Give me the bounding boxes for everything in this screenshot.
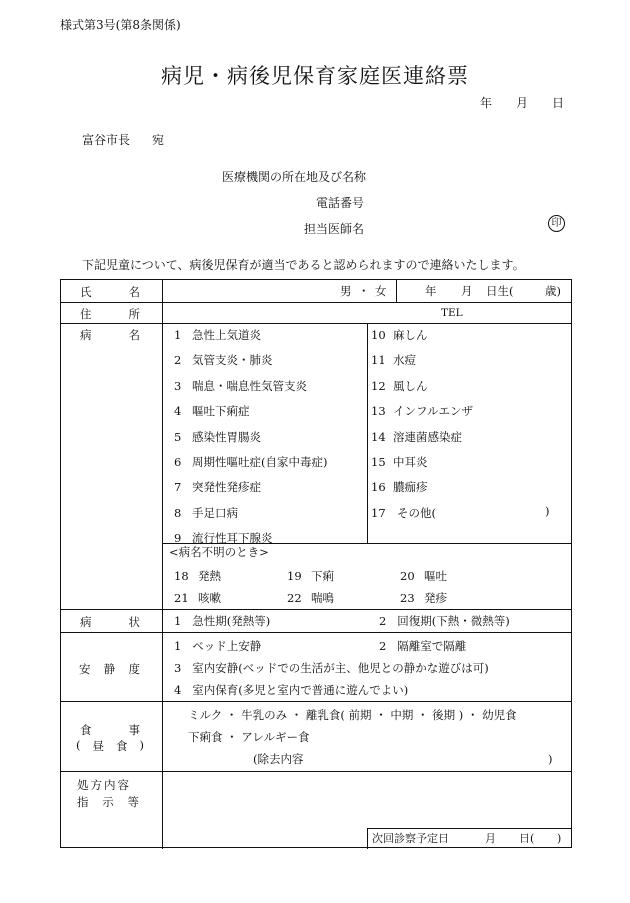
symptom-option-18[interactable]: 18 発熱: [174, 569, 221, 583]
birth-month-label: 月: [461, 284, 473, 298]
disease-option-5[interactable]: 5 感染性胃腸炎: [174, 429, 261, 444]
next-visit-label: 次回診察予定日: [372, 832, 449, 845]
disease-option-2[interactable]: 2 気管支炎・肺炎: [174, 353, 273, 368]
meal-options-line1[interactable]: ミルク ・ 牛乳のみ ・ 離乳食( 前期 ・ 中期 ・ 後期 ) ・ 幼児食: [188, 708, 517, 722]
disease-option-9[interactable]: 9 流行性耳下腺炎: [174, 531, 273, 546]
symptom-option-23[interactable]: 23 発疹: [400, 591, 447, 605]
label-disease: 病 名: [80, 328, 140, 342]
disease-option-6[interactable]: 6 周期性嘔吐症(自家中毒症): [174, 455, 328, 469]
rest-option-3[interactable]: 3 室内安静(ベッドでの生活が主、他児との静かな遊びは可): [174, 661, 489, 675]
label-prescription: 処方内容: [77, 778, 131, 792]
label-name: 氏 名: [80, 285, 140, 299]
unknown-disease-header: <病名不明のとき>: [169, 545, 269, 559]
facility-label: 医療機関の所在地及び名称: [222, 170, 367, 184]
birth-day-label: 日生(: [486, 284, 514, 298]
addressee-honorific: 宛: [152, 133, 165, 147]
meal-exclusion-input[interactable]: [323, 752, 543, 766]
label-meal: 食 事: [80, 723, 140, 737]
prescription-field[interactable]: [163, 772, 571, 828]
rest-option-2[interactable]: 2 隔離室で隔離: [379, 639, 467, 653]
condition-option-2[interactable]: 2 回復期(下熱・微熱等): [379, 614, 510, 628]
rest-option-1[interactable]: 1 ベッド上安静: [174, 639, 262, 653]
birth-year-label: 年: [425, 284, 437, 298]
date-year-label: 年: [480, 96, 493, 110]
condition-option-1[interactable]: 1 急性期(発熱等): [174, 614, 271, 628]
gender-separator: ・: [358, 284, 370, 298]
date-month-label: 月: [516, 96, 529, 110]
disease-option-7[interactable]: 7 突発性発疹症: [174, 480, 261, 495]
disease-option-11[interactable]: 11 水痘: [371, 353, 416, 368]
disease-option-13[interactable]: 13 インフルエンザ: [371, 404, 474, 419]
disease-option-4[interactable]: 4 嘔吐下痢症: [174, 404, 250, 419]
disease-option-12[interactable]: 12 風しん: [371, 378, 428, 393]
page-title: 病児・病後児保育家庭医連絡票: [161, 64, 469, 88]
addressee: 富谷市長: [82, 133, 131, 147]
phone-label: 電話番号: [316, 196, 365, 210]
seal-mark: 印: [548, 215, 565, 232]
disease-option-14[interactable]: 14 溶連菌感染症: [371, 429, 462, 444]
gender-male[interactable]: 男: [340, 284, 352, 298]
intro-text: 下記児童について、病後児保育が適当であると認められますので連絡いたします。: [82, 258, 525, 272]
form-number: 様式第3号(第8条関係): [60, 18, 181, 32]
disease-option-15[interactable]: 15 中耳炎: [371, 455, 428, 469]
label-meal-lunch: ( 昼 食 ): [76, 738, 144, 753]
doctor-label: 担当医師名: [304, 222, 365, 236]
label-rest: 安 静 度: [79, 662, 140, 676]
next-visit-day: 日(: [519, 832, 535, 845]
symptom-option-22[interactable]: 22 喘鳴: [287, 591, 334, 605]
symptom-option-21[interactable]: 21 咳嗽: [174, 591, 221, 605]
age-label: 歳): [545, 284, 561, 298]
next-visit-month: 月: [485, 832, 496, 845]
symptom-option-19[interactable]: 19 下痢: [287, 569, 334, 583]
disease-option-10[interactable]: 10 麻しん: [371, 328, 428, 342]
rest-option-4[interactable]: 4 室内保育(多児と室内で普通に遊んでよい): [174, 683, 409, 697]
label-address: 住 所: [80, 307, 140, 321]
disease-option-17[interactable]: 17 その他(: [371, 505, 436, 520]
date-day-label: 日: [552, 96, 565, 110]
label-condition: 病 状: [80, 615, 140, 629]
meal-exclusion-label: (除去内容: [253, 752, 304, 766]
tel-label: TEL: [441, 307, 463, 319]
meal-options-line2[interactable]: 下痢食 ・ アレルギー食: [188, 730, 310, 744]
disease-option-8[interactable]: 8 手足口病: [174, 505, 238, 520]
meal-exclusion-close: ): [548, 752, 553, 766]
label-instructions: 指 示 等: [77, 795, 139, 809]
liaison-form-table: [60, 279, 572, 848]
other-close-paren: ): [545, 504, 550, 518]
next-visit-close: ): [557, 832, 562, 845]
address-field[interactable]: [162, 302, 571, 323]
symptom-option-20[interactable]: 20 嘔吐: [400, 569, 447, 583]
disease-option-1[interactable]: 1 急性上気道炎: [174, 328, 261, 342]
disease-option-3[interactable]: 3 喘息・喘息性気管支炎: [174, 378, 307, 393]
gender-female[interactable]: 女: [375, 284, 387, 298]
disease-option-16[interactable]: 16 膿痂疹: [371, 480, 428, 495]
